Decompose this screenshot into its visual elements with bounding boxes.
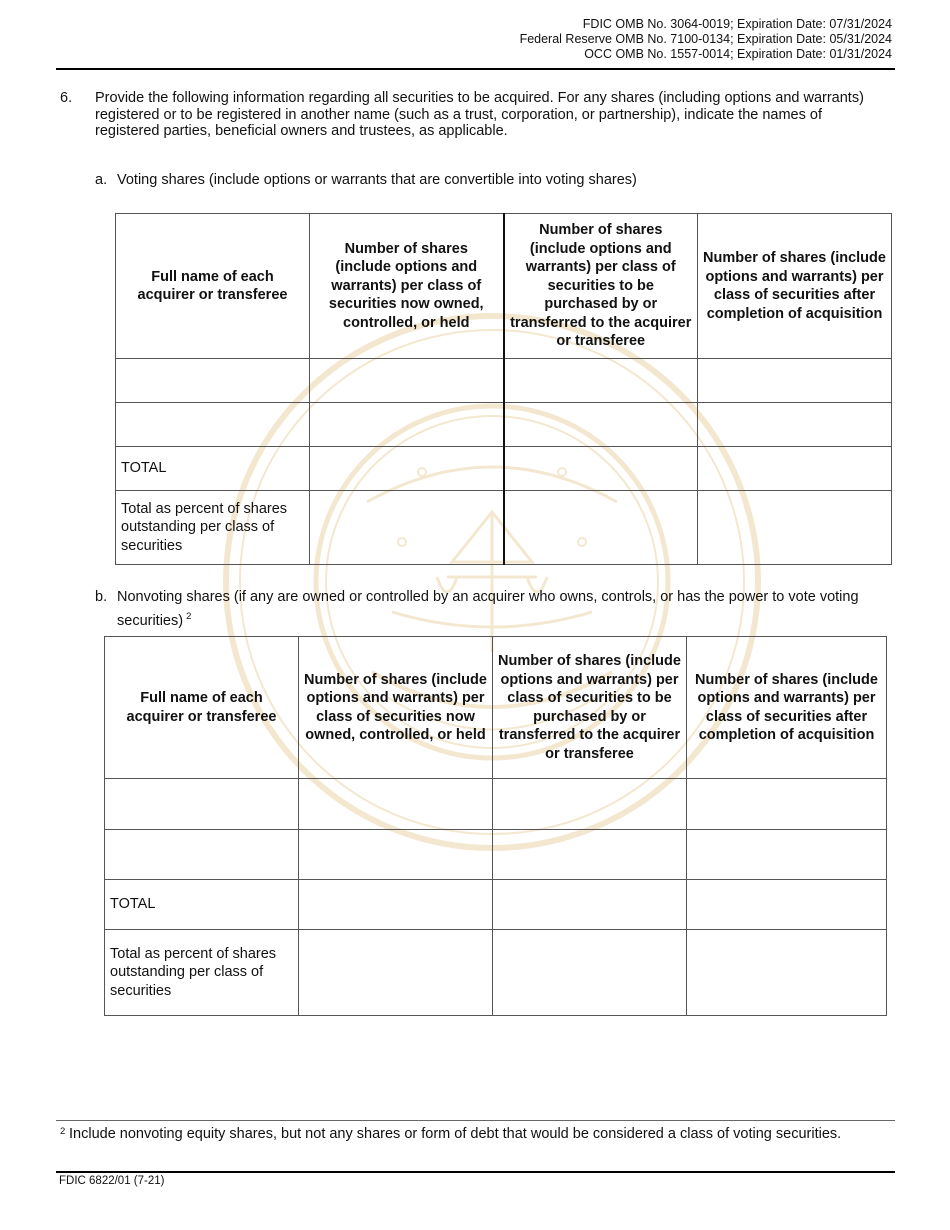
section-b-text-wrap (117, 587, 885, 631)
column-header: Full name of each acquirer or transferee (116, 214, 310, 359)
item-number: 6. (60, 90, 73, 106)
owned-cell[interactable] (310, 491, 504, 565)
footer-rule (56, 1171, 895, 1173)
nonvoting-shares-table (104, 636, 887, 1016)
omb-line: Federal Reserve OMB No. 7100-0134; Expiration Date: 05/31/2024 (519, 32, 892, 46)
column-header: Number of shares (include options and warrants) per class of securities after completion of acquisition (698, 214, 892, 359)
footnote-text: Include nonvoting equity shares, but not any shares or form of debt that would be considered a class of voting securities. (69, 1126, 842, 1142)
footnote (60, 1125, 860, 1144)
footnote-rule (56, 1120, 895, 1121)
column-header: Number of shares (include options and warrants) per class of securities to be purchased by or transferred to the acquirer or transferee (504, 214, 698, 359)
omb-line: OCC OMB No. 1557-0014; Expiration Date: 01/31/2024 (584, 47, 892, 61)
after-cell[interactable] (698, 447, 892, 491)
omb-line: FDIC OMB No. 3064-0019; Expiration Date: 07/31/2024 (582, 17, 892, 31)
column-header: Number of shares (include options and warrants) per class of securities now owned, controlled, or held (310, 214, 504, 359)
form-number: FDIC 6822/01 (7-21) (59, 1175, 165, 1187)
after-cell[interactable] (698, 403, 892, 447)
table-row (105, 779, 887, 830)
owned-cell[interactable] (310, 403, 504, 447)
section-b-text: Nonvoting shares (if any are owned or controlled by an acquirer who owns, controls, or has the power to vote voting securities) (117, 589, 859, 629)
item-instructions: Provide the following information regarding all securities to be acquired. For any shares (including options and warrants) registered or to be registered in another name (such as a trust, corporation, or partnership), indicate the names of registered parties, beneficial owners and trustees, as applicable. (95, 90, 864, 139)
purchased-cell[interactable] (493, 880, 687, 930)
after-cell[interactable] (687, 830, 887, 880)
section-b-heading (95, 587, 885, 631)
table-header-row (116, 214, 892, 359)
percent-label: Total as percent of shares outstanding per class of securities (105, 930, 299, 1016)
owned-cell[interactable] (310, 447, 504, 491)
section-a-text: Voting shares (include options or warrants that are convertible into voting shares) (117, 172, 637, 188)
owned-cell[interactable] (310, 359, 504, 403)
after-cell[interactable] (687, 880, 887, 930)
name-cell[interactable] (116, 359, 310, 403)
footnote-reference: 2 (186, 611, 192, 622)
after-cell[interactable] (687, 930, 887, 1016)
purchased-cell[interactable] (493, 830, 687, 880)
percent-label: Total as percent of shares outstanding per class of securities (116, 491, 310, 565)
name-cell[interactable] (105, 830, 299, 880)
column-header: Full name of each acquirer or transferee (105, 637, 299, 779)
voting-shares-table (115, 213, 892, 565)
after-cell[interactable] (698, 359, 892, 403)
column-header: Number of shares (include options and warrants) per class of securities after completion of acquisition (687, 637, 887, 779)
table-row (116, 403, 892, 447)
after-cell[interactable] (687, 779, 887, 830)
table-row (116, 359, 892, 403)
total-label: TOTAL (105, 880, 299, 930)
section-a-label: a. (95, 172, 108, 188)
name-cell[interactable] (105, 779, 299, 830)
footnote-mark: 2 (60, 1126, 66, 1137)
purchased-cell[interactable] (504, 447, 698, 491)
percent-row (116, 491, 892, 565)
section-a-heading (95, 170, 885, 190)
total-row (105, 880, 887, 930)
owned-cell[interactable] (299, 930, 493, 1016)
section-b-label: b. (95, 589, 108, 605)
name-cell[interactable] (116, 403, 310, 447)
after-cell[interactable] (698, 491, 892, 565)
purchased-cell[interactable] (504, 491, 698, 565)
table-header-row (105, 637, 887, 779)
owned-cell[interactable] (299, 830, 493, 880)
purchased-cell[interactable] (493, 930, 687, 1016)
item-6 (60, 90, 880, 140)
total-row (116, 447, 892, 491)
table-row (105, 830, 887, 880)
total-label: TOTAL (116, 447, 310, 491)
purchased-cell[interactable] (504, 403, 698, 447)
column-header: Number of shares (include options and warrants) per class of securities now owned, controlled, or held (299, 637, 493, 779)
owned-cell[interactable] (299, 779, 493, 830)
percent-row (105, 930, 887, 1016)
column-header: Number of shares (include options and warrants) per class of securities to be purchased by or transferred to the acquirer or transferee (493, 637, 687, 779)
omb-block (520, 17, 892, 62)
header-rule (56, 68, 895, 70)
purchased-cell[interactable] (493, 779, 687, 830)
owned-cell[interactable] (299, 880, 493, 930)
purchased-cell[interactable] (504, 359, 698, 403)
